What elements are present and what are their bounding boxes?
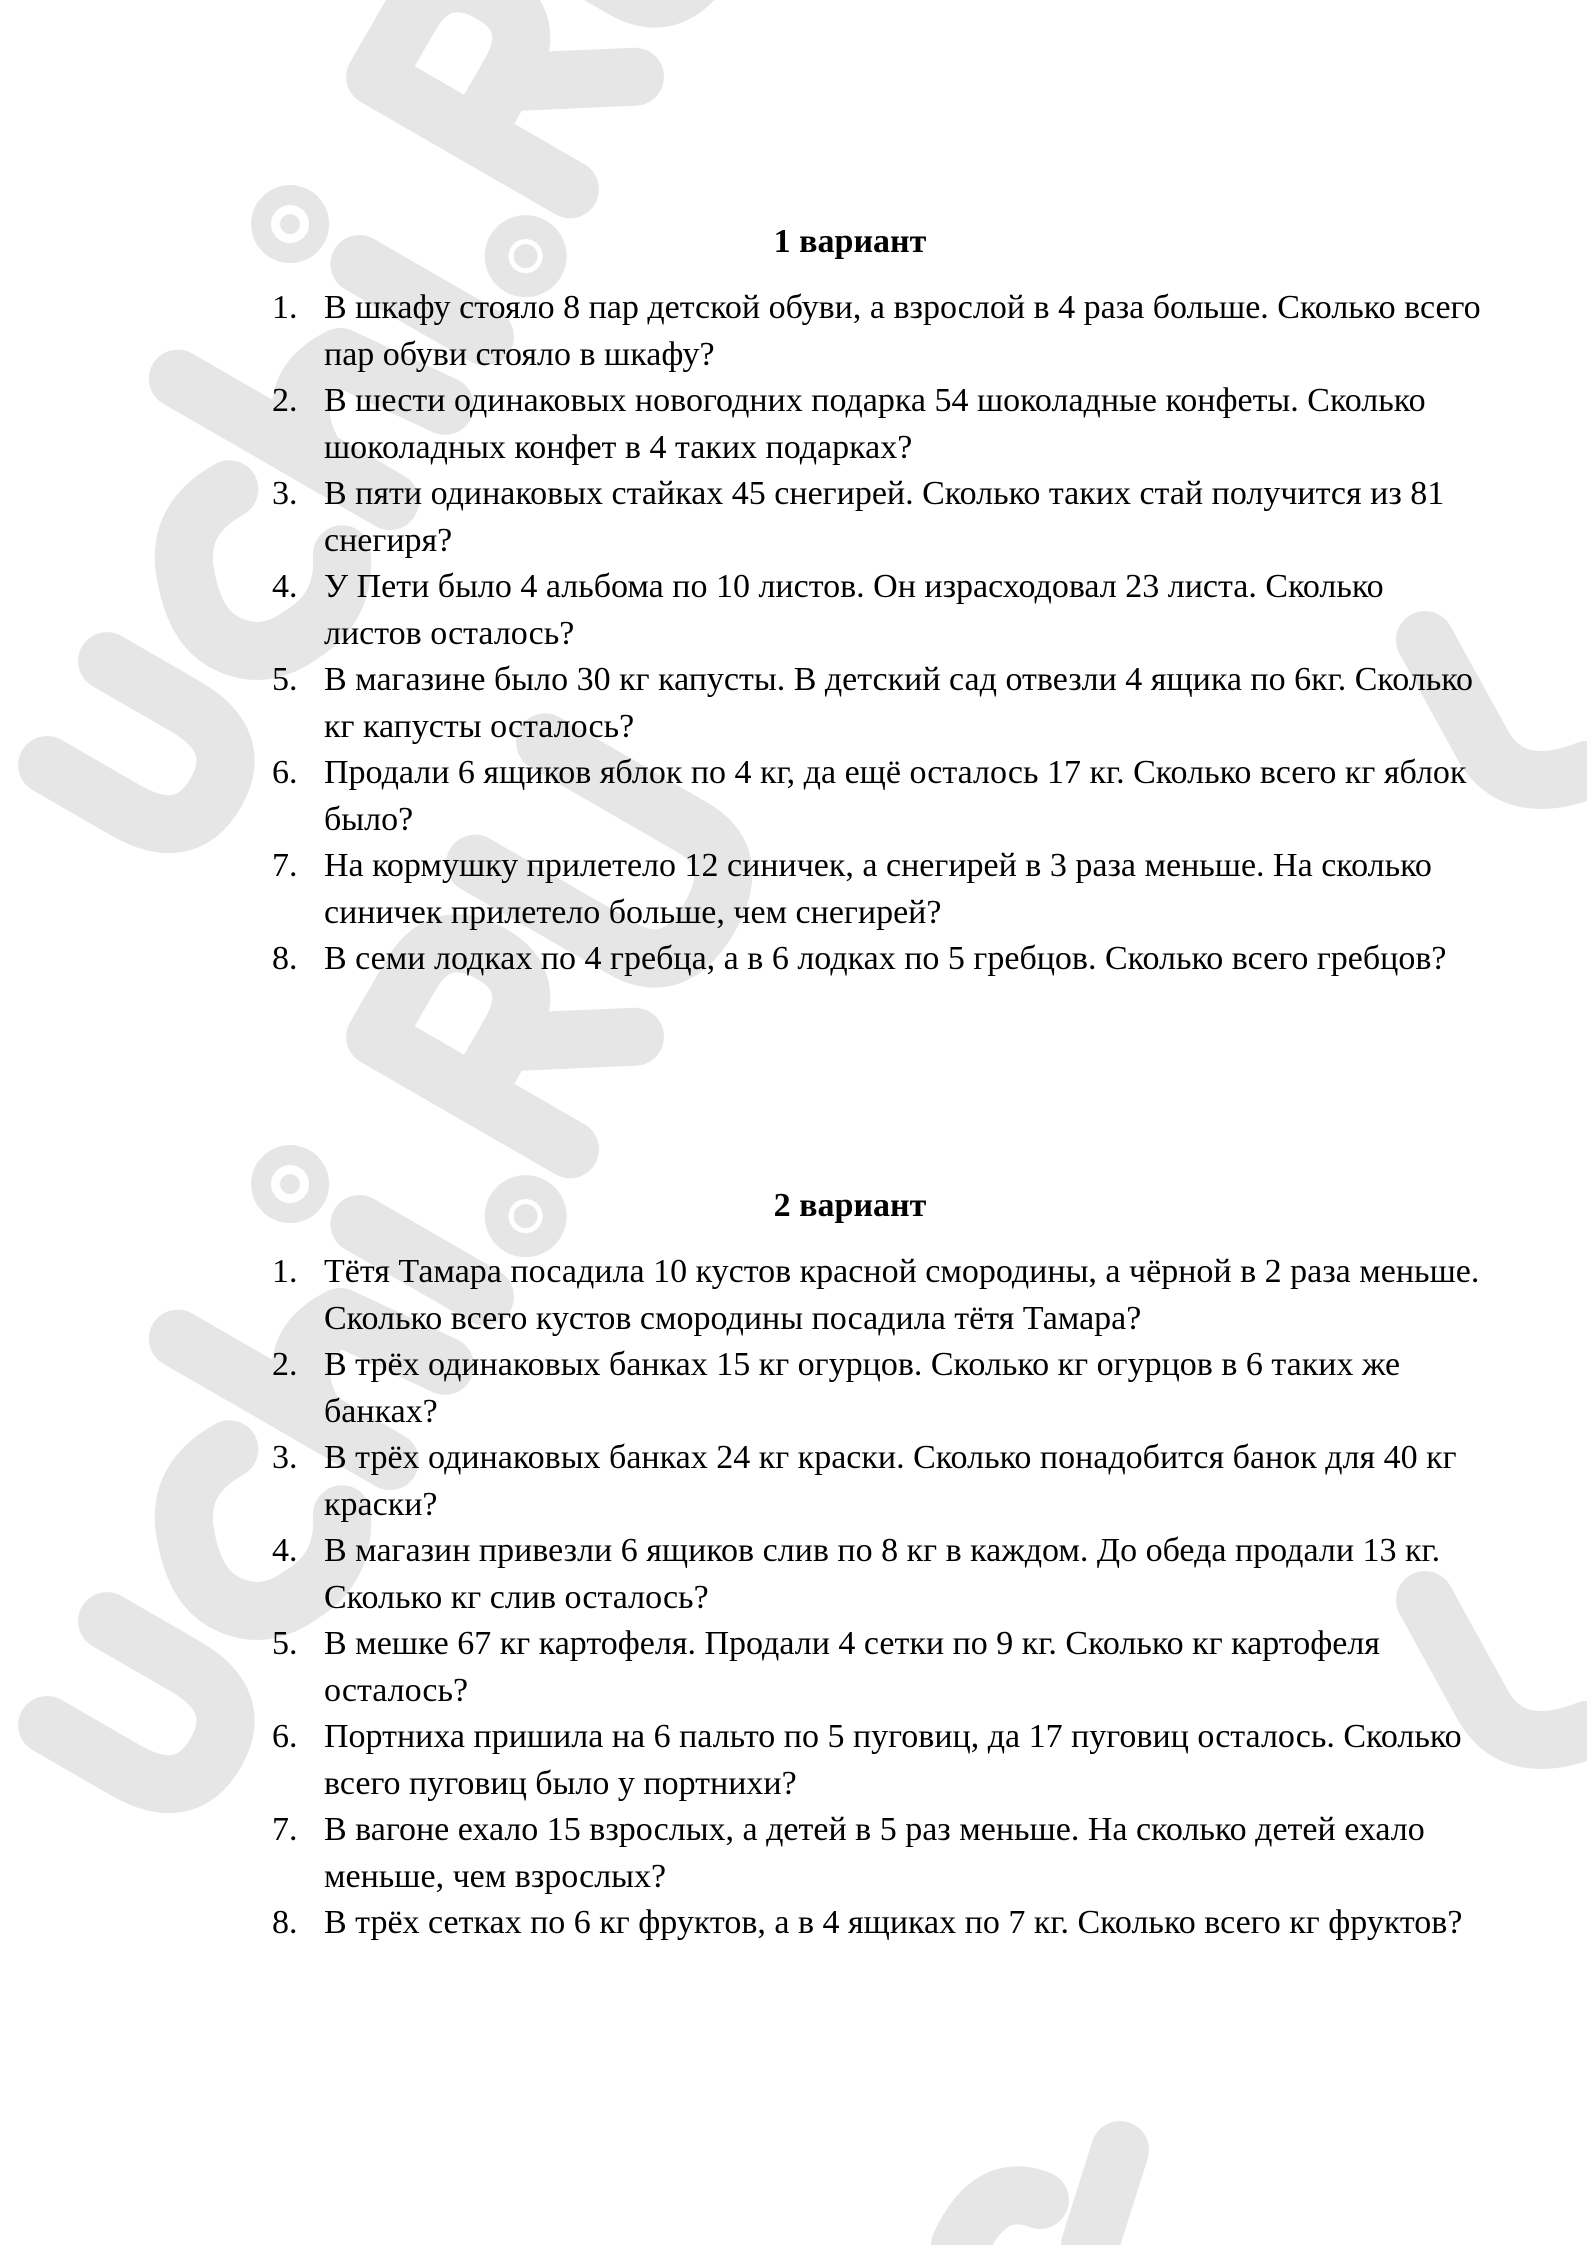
task-text: В вагоне ехало 15 взрослых, а детей в 5 раз меньше. На сколько детей ехало меньше, чем взрослых?	[324, 1811, 1425, 1895]
list-item	[272, 657, 1482, 750]
task-text: В магазин привезли 6 ящиков слив по 8 кг в каждом. До обеда продали 13 кг. Сколько кг слив осталось?	[324, 1532, 1441, 1616]
task-text: В шкафу стояло 8 пар детской обуви, а взрослой в 4 раза больше. Сколько всего пар обуви стояло в шкафу?	[324, 289, 1481, 373]
task-text: У Пети было 4 альбома по 10 листов. Он израсходовал 23 листа. Сколько листов осталось?	[324, 568, 1384, 652]
variant-1-title: 1 вариант	[773, 223, 927, 260]
list-item	[272, 1621, 1482, 1714]
task-number: 2.	[272, 1346, 298, 1383]
list-item	[272, 285, 1482, 378]
task-text: В мешке 67 кг картофеля. Продали 4 сетки по 9 кг. Сколько кг картофеля осталось?	[324, 1625, 1380, 1709]
task-number: 2.	[272, 382, 298, 419]
list-item	[272, 1249, 1482, 1342]
task-text: В трёх одинаковых банках 15 кг огурцов. Сколько кг огурцов в 6 таких же банках?	[324, 1346, 1401, 1430]
task-number: 5.	[272, 661, 298, 698]
task-number: 6.	[272, 1718, 298, 1755]
task-number: 7.	[272, 847, 298, 884]
list-item	[272, 1807, 1482, 1900]
list-item	[272, 471, 1482, 564]
task-text: В шести одинаковых новогодних подарка 54 шоколадные конфеты. Сколько шоколадных конфет в 4 таких подарках?	[324, 382, 1426, 466]
task-number: 3.	[272, 1439, 298, 1476]
list-item	[272, 564, 1482, 657]
task-text: На кормушку прилетело 12 синичек, а снегирей в 3 раза меньше. На сколько синичек прилетело больше, чем снегирей?	[324, 847, 1432, 931]
task-text: Портниха пришила на 6 пальто по 5 пуговиц, да 17 пуговиц осталось. Сколько всего пуговиц было у портнихи?	[324, 1718, 1462, 1802]
list-item	[272, 1342, 1482, 1435]
task-text: Продали 6 ящиков яблок по 4 кг, да ещё осталось 17 кг. Сколько всего кг яблок было?	[324, 754, 1467, 838]
task-number: 1.	[272, 289, 298, 326]
task-number: 7.	[272, 1811, 298, 1848]
task-number: 6.	[272, 754, 298, 791]
list-item	[272, 843, 1482, 936]
task-text: Тётя Тамара посадила 10 кустов красной смородины, а чёрной в 2 раза меньше. Сколько всего кустов смородины посадила тётя Тамара?	[324, 1253, 1480, 1337]
list-item	[272, 1900, 1482, 1947]
task-number: 8.	[272, 940, 298, 977]
task-text: В магазине было 30 кг капусты. В детский сад отвезли 4 ящика по 6кг. Сколько кг капусты осталось?	[324, 661, 1474, 745]
list-item	[272, 378, 1482, 471]
task-number: 3.	[272, 475, 298, 512]
task-number: 8.	[272, 1904, 298, 1941]
task-number: 1.	[272, 1253, 298, 1290]
task-number: 5.	[272, 1625, 298, 1662]
list-item	[272, 1435, 1482, 1528]
task-text: В семи лодках по 4 гребца, а в 6 лодках по 5 гребцов. Сколько всего гребцов?	[324, 940, 1447, 977]
task-text: В пяти одинаковых стайках 45 снегирей. Сколько таких стай получится из 81 снегиря?	[324, 475, 1445, 559]
variant-2-title: 2 вариант	[773, 1187, 927, 1224]
list-item	[272, 936, 1482, 983]
list-item	[272, 1714, 1482, 1807]
variant-2-task-list	[272, 1249, 1482, 1947]
task-text: В трёх одинаковых банках 24 кг краски. Сколько понадобится банок для 40 кг краски?	[324, 1439, 1457, 1523]
list-item	[272, 1528, 1482, 1621]
task-number: 4.	[272, 568, 298, 605]
task-number: 4.	[272, 1532, 298, 1569]
variant-1-task-list	[272, 285, 1482, 983]
task-text: В трёх сетках по 6 кг фруктов, а в 4 ящиках по 7 кг. Сколько всего кг фруктов?	[324, 1904, 1463, 1941]
list-item	[272, 750, 1482, 843]
